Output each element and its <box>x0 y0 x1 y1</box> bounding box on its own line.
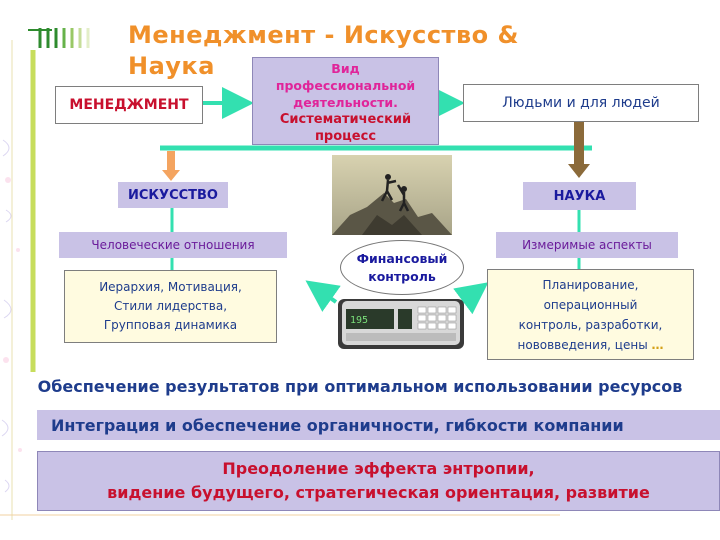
integration-text: Интеграция и обеспечение органичности, гибкости компании <box>51 415 624 435</box>
people-label: Людьми и для людей <box>502 95 660 111</box>
entropy-line2: видение будущего, стратегическая ориентация, развитие <box>107 483 650 502</box>
management-box <box>55 86 203 124</box>
financial-line1: Финансовый <box>356 250 448 266</box>
activity-line3: деятельности. <box>293 94 398 110</box>
human-relations-label: Человеческие отношения <box>91 238 255 252</box>
arrow-to-science <box>574 122 584 164</box>
financial-control-ellipse <box>340 240 464 295</box>
science-details-box <box>487 269 694 360</box>
results-text: Обеспечение результатов при оптимальном использовании ресурсов <box>37 376 683 396</box>
activity-line4: Систематический <box>279 111 412 127</box>
human-relations-box <box>59 232 287 258</box>
results-band <box>0 372 720 400</box>
calculator-device <box>336 295 466 351</box>
climbers-photo <box>332 155 452 235</box>
activity-line2: профессиональной <box>275 77 416 93</box>
activity-line1: Вид <box>331 60 360 76</box>
financial-line2: контроль <box>368 268 436 284</box>
science-detail-line: Планирование, <box>542 277 639 292</box>
slide-title: Менеджмент - Искусство & Наука <box>128 21 519 80</box>
science-detail-line: контроль, разработки, <box>518 317 663 332</box>
management-label: МЕНЕДЖМЕНТ <box>69 97 189 113</box>
science-ellipsis: … <box>651 337 664 352</box>
arrow-calc-to-art-details <box>312 285 336 302</box>
art-detail-line: Стили лидерства, <box>113 299 228 313</box>
science-label: НАУКА <box>553 188 606 204</box>
art-details-box <box>64 270 277 343</box>
integration-band <box>37 410 720 440</box>
entropy-line1: Преодоление эффекта энтропии, <box>222 459 535 478</box>
science-detail-text: нововведения, цены <box>517 337 648 352</box>
science-detail-line-last <box>518 335 664 355</box>
art-label: ИСКУССТВО <box>128 187 218 203</box>
art-box <box>118 182 228 208</box>
activity-box <box>252 57 439 145</box>
arrow-to-art <box>167 151 175 171</box>
entropy-band <box>37 451 720 511</box>
svg-text:195: 195 <box>350 315 369 326</box>
art-detail-line: Групповая динамика <box>103 318 238 332</box>
activity-line5: процесс <box>314 128 377 144</box>
art-detail-line: Иерархия, Мотивация, <box>99 280 242 294</box>
measurable-box <box>496 232 678 258</box>
science-box <box>523 182 636 210</box>
people-box <box>463 84 699 122</box>
measurable-label: Измеримые аспекты <box>522 238 652 252</box>
science-detail-line: операционный <box>543 297 638 312</box>
